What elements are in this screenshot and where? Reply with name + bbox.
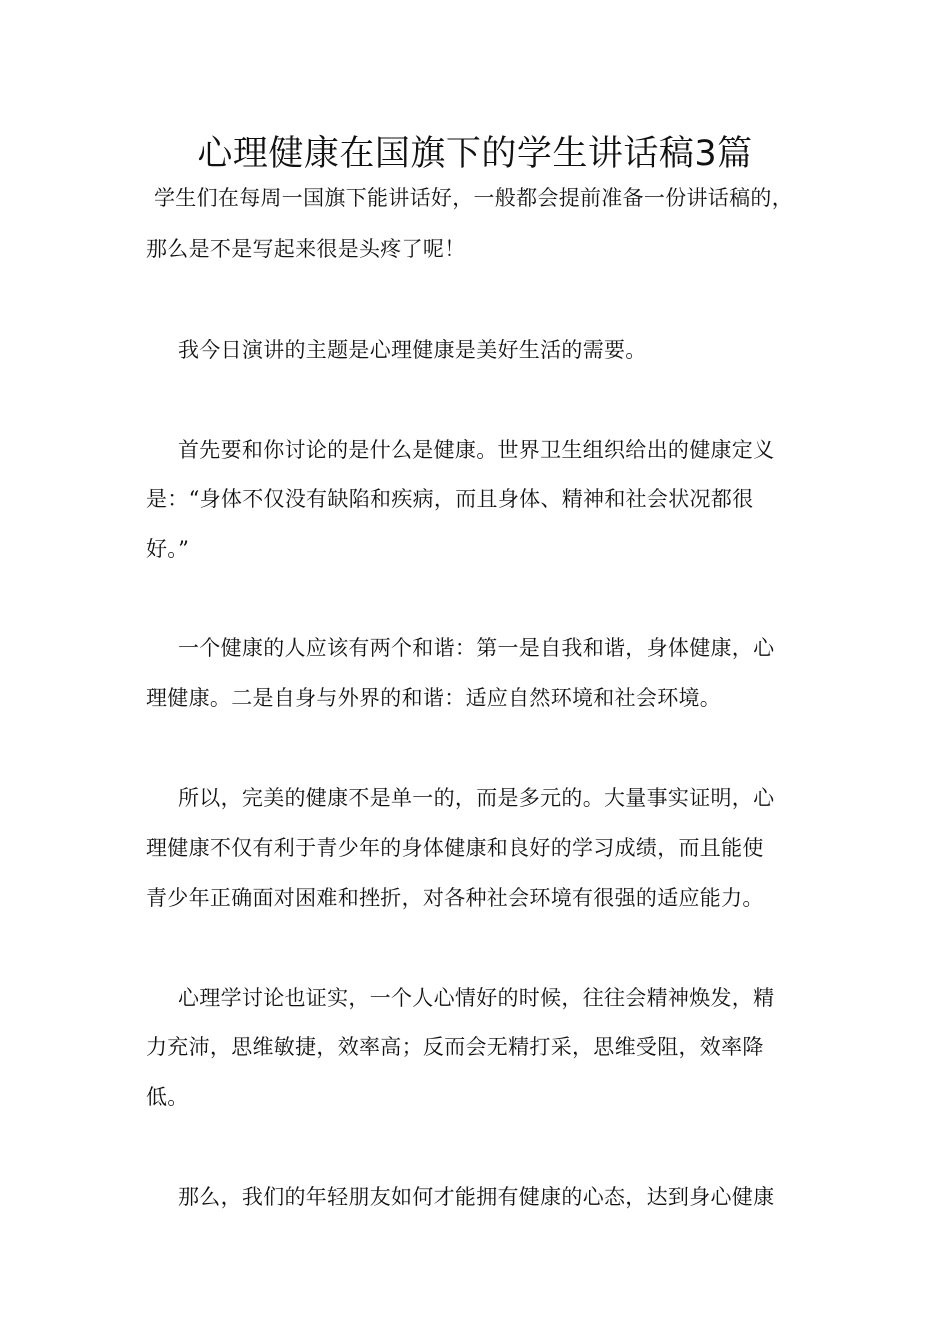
paragraph-line: 一个健康的人应该有两个和谐：第一是自我和谐，身体健康，心 bbox=[178, 636, 775, 660]
paragraph-line: 青少年正确面对困难和挫折，对各种社会环境有很强的适应能力。 bbox=[146, 886, 764, 910]
document-title: 心理健康在国旗下的学生讲话稿3篇 bbox=[197, 134, 753, 174]
paragraph-line: 学生们在每周一国旗下能讲话好，一般都会提前准备一份讲话稿的， bbox=[154, 186, 793, 210]
paragraph-line: 理健康不仅有利于青少年的身体健康和良好的学习成绩，而且能使 bbox=[146, 836, 764, 860]
paragraph-line: 心理学讨论也证实，一个人心情好的时候，往往会精神焕发，精 bbox=[178, 986, 775, 1010]
paragraph-line: 理健康。二是自身与外界的和谐：适应自然环境和社会环境。 bbox=[146, 686, 722, 710]
paragraph-line: 那么是不是写起来很是头疼了呢！ bbox=[146, 237, 466, 261]
paragraph-line: 是：“身体不仅没有缺陷和疾病，而且身体、精神和社会状况都很 bbox=[146, 487, 754, 511]
paragraph-line: 低。 bbox=[146, 1085, 189, 1109]
paragraph-line: 那么，我们的年轻朋友如何才能拥有健康的心态，达到身心健康 bbox=[178, 1185, 775, 1209]
paragraph-line: 我今日演讲的主题是心理健康是美好生活的需要。 bbox=[178, 338, 647, 362]
paragraph-line: 首先要和你讨论的是什么是健康。世界卫生组织给出的健康定义 bbox=[178, 438, 775, 462]
paragraph-line: 力充沛，思维敏捷，效率高；反而会无精打采，思维受阻，效率降 bbox=[146, 1035, 764, 1059]
paragraph-line: 好。” bbox=[146, 537, 190, 561]
paragraph-line: 所以，完美的健康不是单一的，而是多元的。大量事实证明，心 bbox=[178, 786, 775, 810]
